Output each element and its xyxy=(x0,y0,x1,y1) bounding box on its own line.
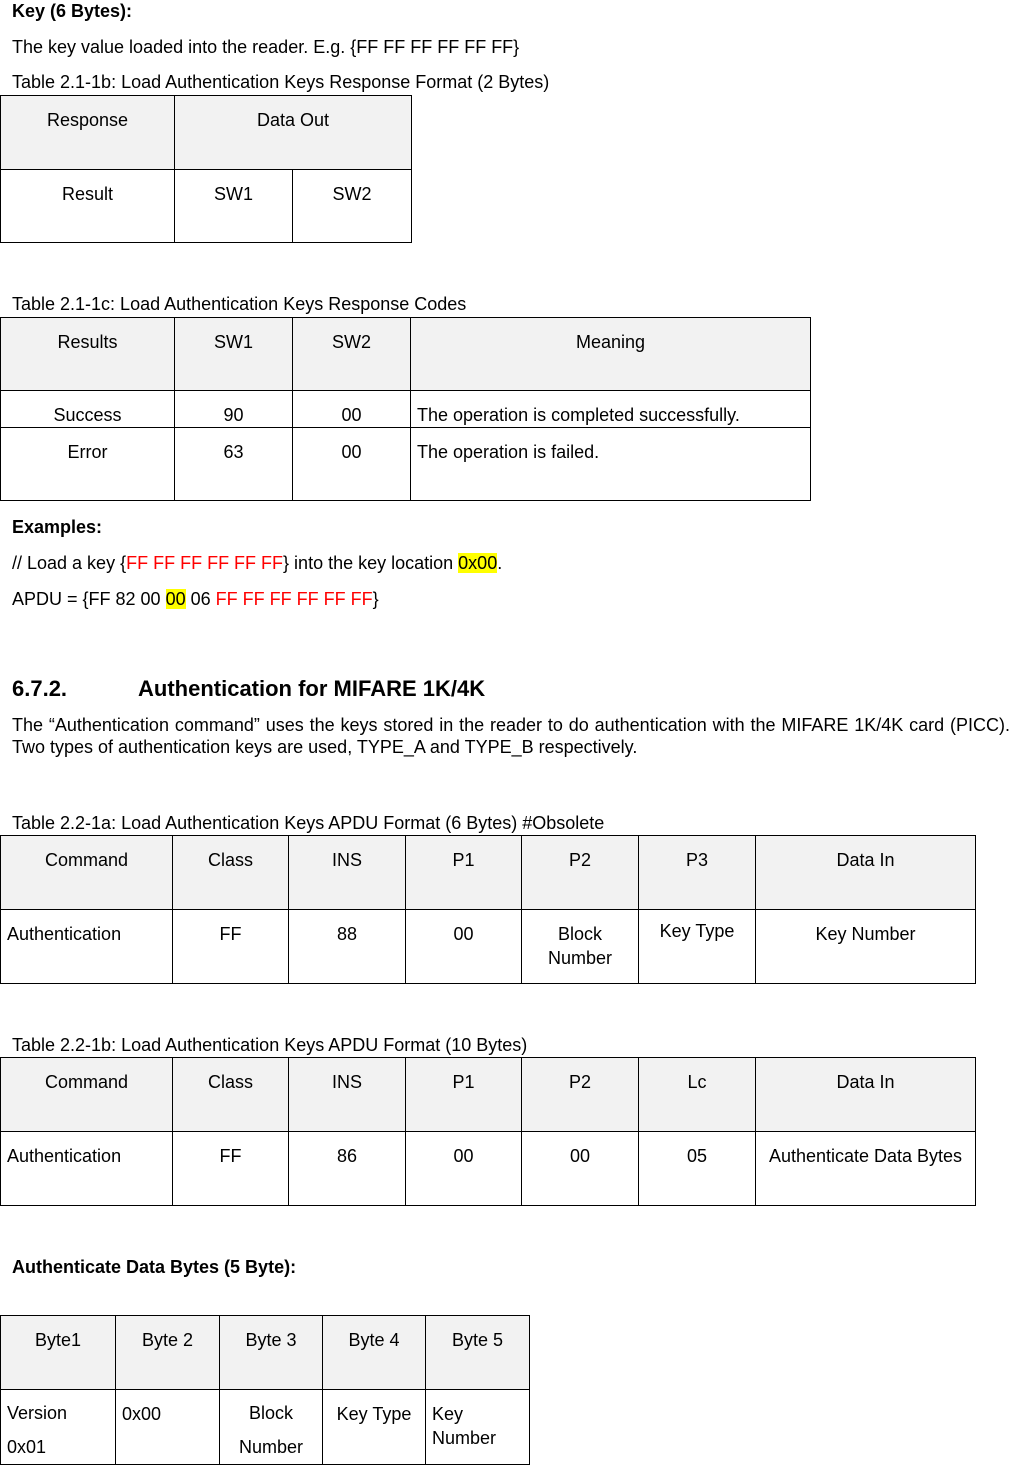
example-line-2 xyxy=(12,588,379,610)
section-title: Authentication for MIFARE 1K/4K xyxy=(138,676,486,701)
table-2b xyxy=(0,1057,976,1206)
table-cell: 63 xyxy=(175,428,293,501)
table-header-cell: INS xyxy=(289,836,406,910)
examples-title: Examples: xyxy=(12,517,103,537)
table-2a-caption: Table 2.2-1a: Load Authentication Keys APDU Format (6 Bytes) #Obsolete xyxy=(12,813,605,833)
table-cell: 0x00 xyxy=(116,1390,220,1465)
table-cell: Authentication xyxy=(1,910,173,984)
table-header-cell: Byte 2 xyxy=(116,1316,220,1390)
table-cell: Version 0x01 xyxy=(1,1390,116,1465)
table-header-cell: Response xyxy=(1,96,175,170)
example-text: . xyxy=(497,553,503,573)
table-cell: SW2 xyxy=(293,170,412,243)
table-cell: Block Number xyxy=(522,910,639,984)
table-cell: FF xyxy=(173,1132,289,1206)
table-cell: Authenticate Data Bytes xyxy=(756,1132,976,1206)
example-text: 06 xyxy=(185,589,216,609)
example-text: } xyxy=(372,589,379,609)
table-header-cell: P3 xyxy=(639,836,756,910)
key-location: 0x00 xyxy=(458,553,498,573)
table-cell: Error xyxy=(1,428,175,501)
table-cell: Result xyxy=(1,170,175,243)
table-cell: The operation is failed. xyxy=(411,428,811,501)
table-header-cell: P1 xyxy=(406,836,522,910)
table-cell: 00 xyxy=(522,1132,639,1206)
table-header-cell: Command xyxy=(1,836,173,910)
table-header-cell: INS xyxy=(289,1058,406,1132)
table-cell: 88 xyxy=(289,910,406,984)
key-value: FF FF FF FF FF FF xyxy=(215,589,373,609)
key-location: 00 xyxy=(165,589,186,609)
table-cell: Key Number xyxy=(426,1390,530,1465)
table-header-cell: P1 xyxy=(406,1058,522,1132)
table-header-cell: Class xyxy=(173,836,289,910)
table-cell: FF xyxy=(173,910,289,984)
table-2a xyxy=(0,835,976,984)
table-cell: 00 xyxy=(406,1132,522,1206)
table-cell: 00 xyxy=(406,910,522,984)
table-cell: The operation is completed successfully. xyxy=(411,391,811,428)
table-header-cell: Data Out xyxy=(175,96,412,170)
example-line-1 xyxy=(12,552,502,574)
table-cell: SW1 xyxy=(175,170,293,243)
key-value: FF FF FF FF FF FF xyxy=(126,553,284,573)
table-1c xyxy=(0,317,811,501)
table-cell: Block Number xyxy=(220,1390,323,1465)
table-2b-caption: Table 2.2-1b: Load Authentication Keys APDU Format (10 Bytes) xyxy=(12,1035,528,1055)
auth-bytes-table xyxy=(0,1315,530,1465)
table-header-cell: Lc xyxy=(639,1058,756,1132)
table-header-cell: Data In xyxy=(756,836,976,910)
example-text: } into the key location xyxy=(283,553,459,573)
table-cell: 00 xyxy=(293,428,411,501)
table-cell: 00 xyxy=(293,391,411,428)
section-paragraph: The “Authentication command” uses the keys stored in the reader to do authentication with the MIFARE 1K/4K card (PICC). Two types of authentication keys are used, TYPE_A and TYPE_B respectively. xyxy=(12,715,1010,757)
table-1b-caption: Table 2.1-1b: Load Authentication Keys Response Format (2 Bytes) xyxy=(12,72,550,92)
table-header-cell: Meaning xyxy=(411,318,811,391)
table-cell: 05 xyxy=(639,1132,756,1206)
section-number: 6.7.2. xyxy=(12,676,68,701)
table-header-cell: P2 xyxy=(522,836,639,910)
table-cell: Key Type xyxy=(323,1390,426,1465)
table-1c-caption: Table 2.1-1c: Load Authentication Keys Response Codes xyxy=(12,294,467,314)
table-header-cell: Byte1 xyxy=(1,1316,116,1390)
key-section-title: Key (6 Bytes): xyxy=(12,1,133,21)
table-header-cell: Byte 5 xyxy=(426,1316,530,1390)
table-cell: Key Number xyxy=(756,910,976,984)
table-header-cell: P2 xyxy=(522,1058,639,1132)
table-header-cell: Byte 4 xyxy=(323,1316,426,1390)
table-cell: Success xyxy=(1,391,175,428)
table-cell: Key Type xyxy=(639,910,756,984)
table-cell: 90 xyxy=(175,391,293,428)
table-header-cell: SW2 xyxy=(293,318,411,391)
table-header-cell: Results xyxy=(1,318,175,391)
table-header-cell: Byte 3 xyxy=(220,1316,323,1390)
example-text: APDU = {FF 82 00 xyxy=(12,589,166,609)
example-text: // Load a key { xyxy=(12,553,127,573)
table-cell: Authentication xyxy=(1,1132,173,1206)
table-1b xyxy=(0,95,412,243)
table-header-cell: Class xyxy=(173,1058,289,1132)
table-header-cell: Data In xyxy=(756,1058,976,1132)
table-cell: 86 xyxy=(289,1132,406,1206)
key-section-description: The key value loaded into the reader. E.g. {FF FF FF FF FF FF} xyxy=(12,37,520,57)
table-header-cell: SW1 xyxy=(175,318,293,391)
auth-bytes-title: Authenticate Data Bytes (5 Byte): xyxy=(12,1257,297,1277)
table-header-cell: Command xyxy=(1,1058,173,1132)
